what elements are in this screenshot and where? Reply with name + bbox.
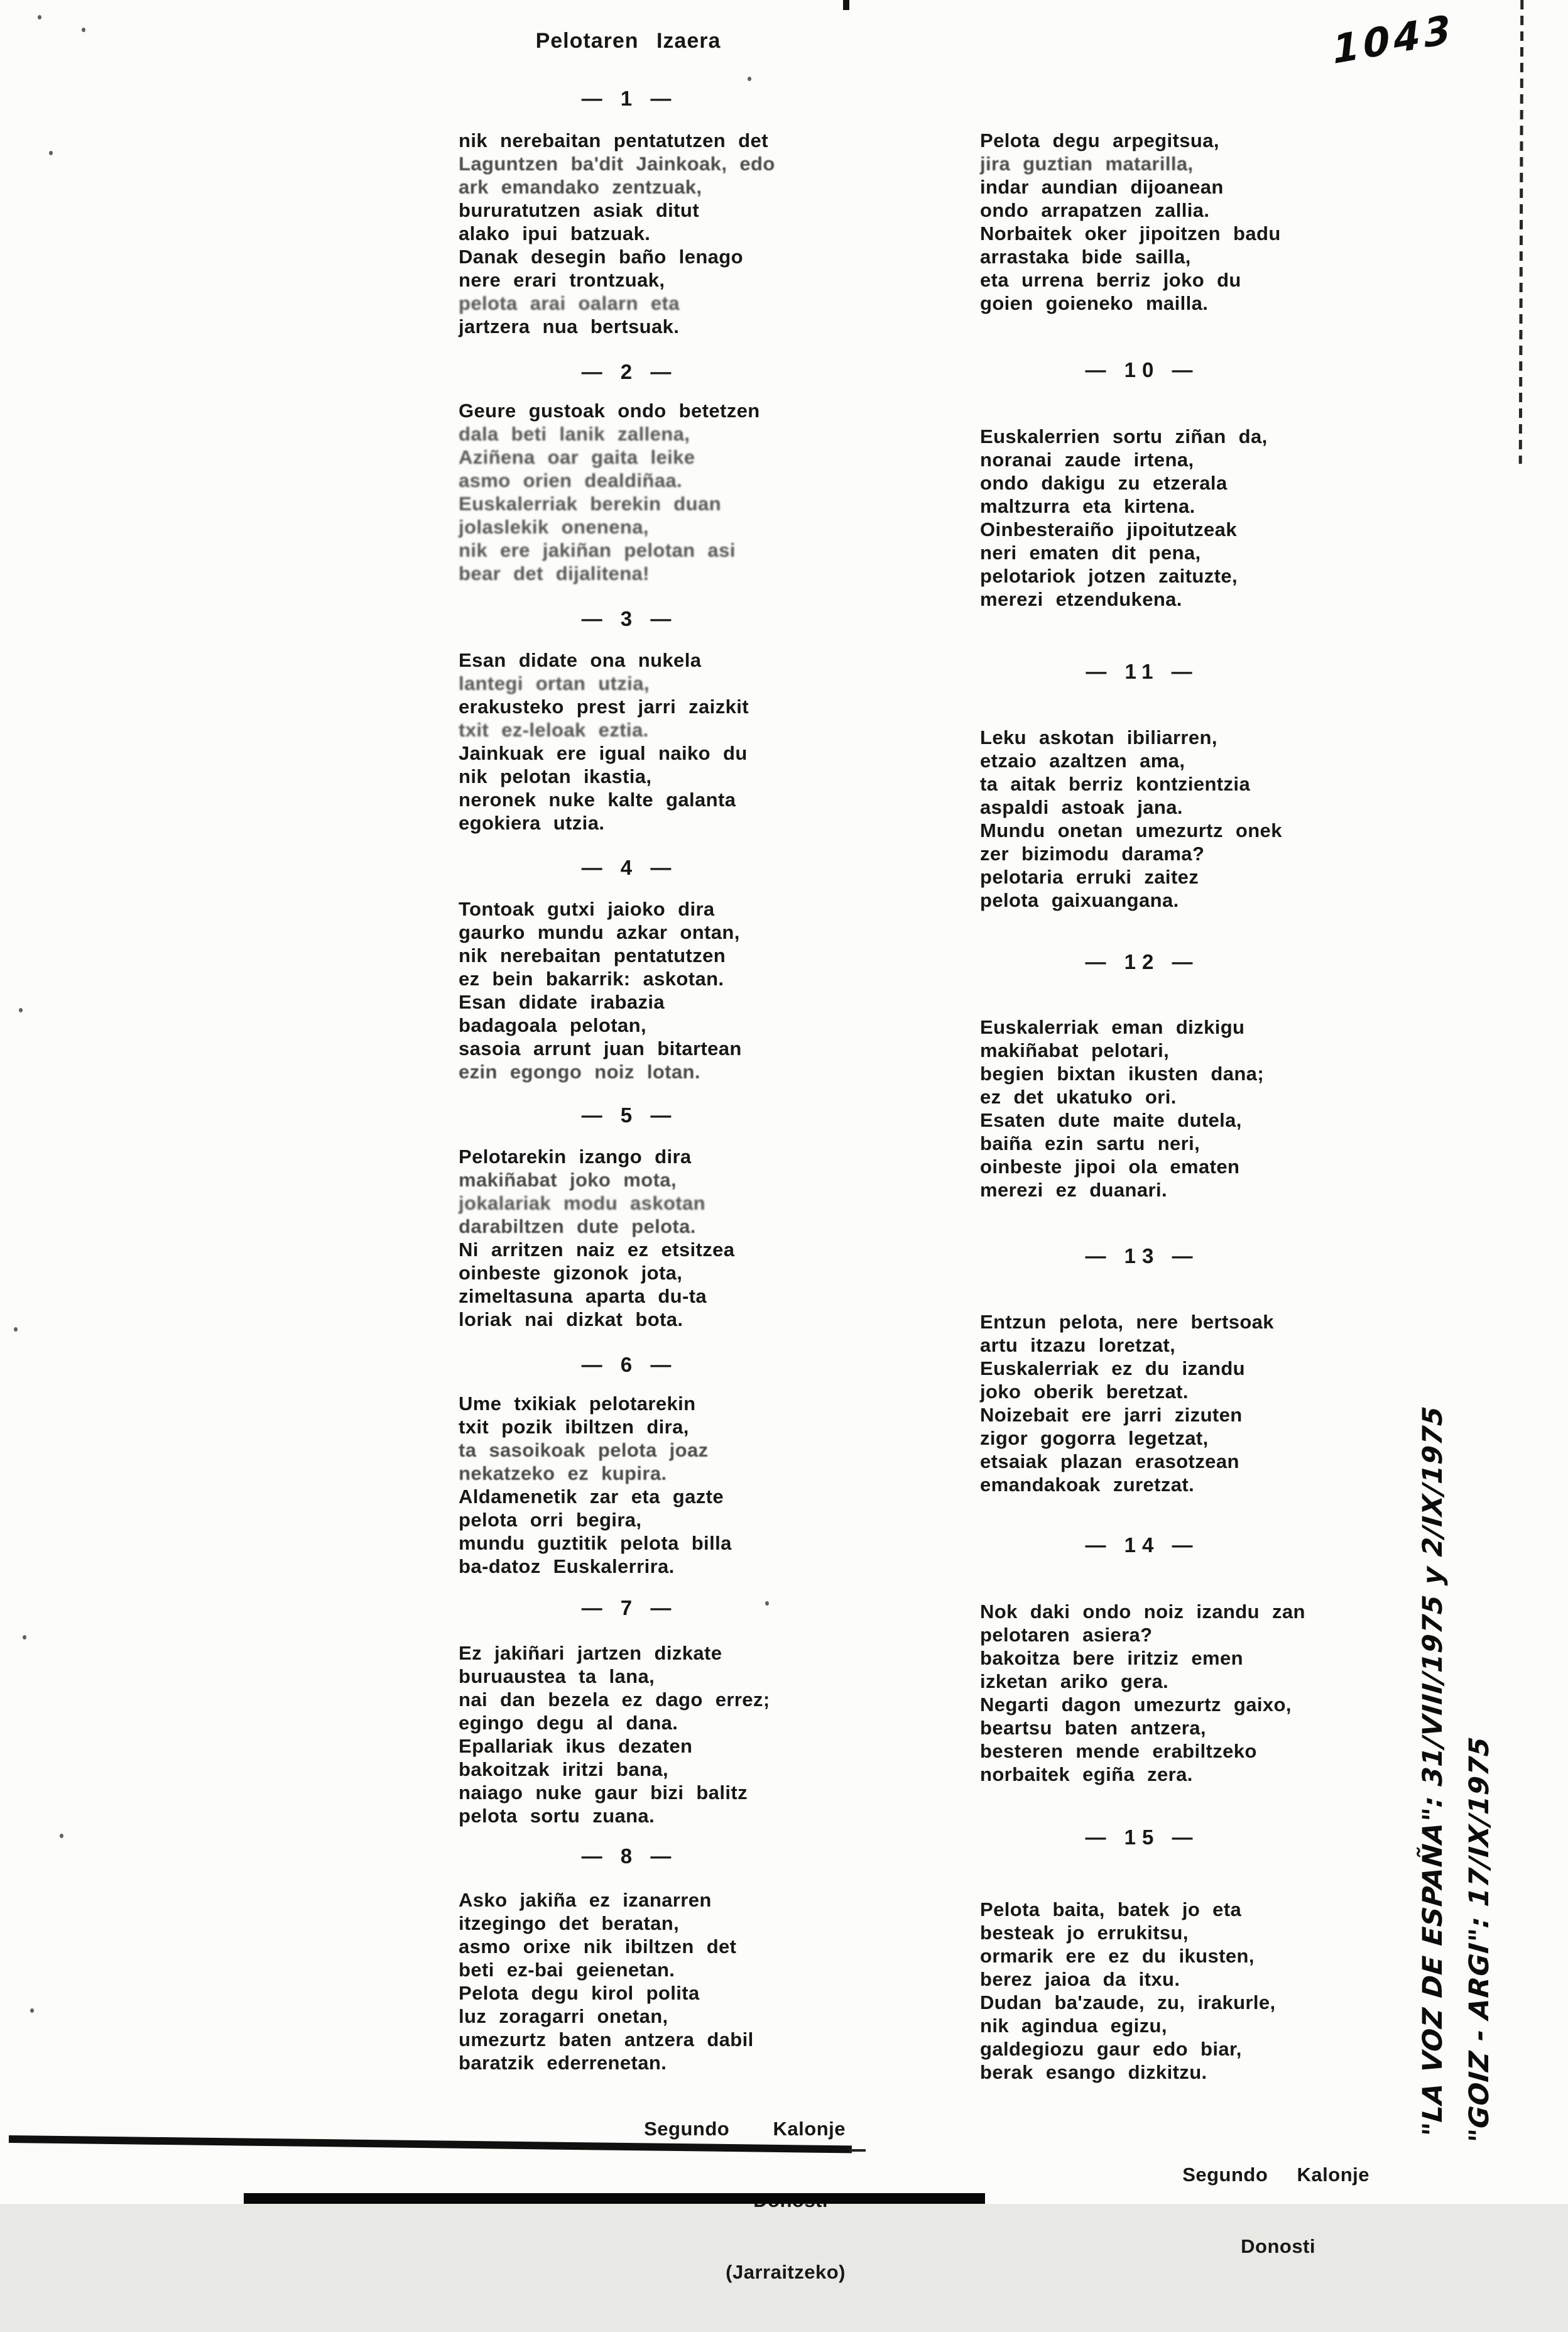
verse-line: Euskalerrien sortu ziñan da,	[980, 425, 1268, 447]
verse-line: bururatutzen asiak ditut	[459, 199, 699, 221]
verse-line: baratzik ederrenetan.	[459, 2052, 667, 2074]
verse-line: dala beti lanik zallena,	[459, 423, 690, 445]
page-title: Pelotaren Izaera	[535, 29, 721, 53]
verse-block	[980, 1310, 1420, 1496]
verse-block	[980, 129, 1420, 315]
verse-line: berez jaioa da itxu.	[980, 1968, 1180, 1990]
noise-speck	[60, 1834, 63, 1838]
verse-line: Asko jakiña ez izanarren	[459, 1889, 712, 1911]
verse-line: ondo arrapatzen zallia.	[980, 199, 1210, 221]
verse-line: arrastaka bide sailla,	[980, 246, 1191, 268]
verse-line: Pelota baita, batek jo eta	[980, 1898, 1242, 1920]
verse-line: noranai zaude irtena,	[980, 449, 1194, 471]
verse-block	[459, 1888, 898, 2074]
verse-line: oinbeste jipoi ola ematen	[980, 1156, 1240, 1178]
verse-line: begien bixtan ikusten dana;	[980, 1063, 1265, 1085]
verse-block	[980, 1015, 1420, 1202]
verse-line: pelotariok jotzen zaituzte,	[980, 565, 1238, 587]
verse-block	[980, 425, 1420, 611]
noise-speck	[49, 151, 53, 155]
verse-line: etzaio azaltzen ama,	[980, 750, 1185, 772]
verse-number-header: — 14 —	[1085, 1533, 1199, 1557]
verse-line: itzegingo det beratan,	[459, 1912, 680, 1934]
verse-number-header: — 11 —	[1086, 660, 1199, 683]
verse-line: nik nerebaitan pentatutzen det	[459, 129, 768, 151]
verse-line: nik ere jakiñan pelotan asi	[459, 539, 736, 561]
verse-line: nere erari trontzuak,	[459, 269, 665, 291]
verse-line: Mundu onetan umezurtz onek	[980, 819, 1282, 841]
verse-line: Geure gustoak ondo betetzen	[459, 400, 760, 422]
verse-line: sasoia arrunt juan bitartean	[459, 1037, 742, 1059]
verse-line: jira guztian matarilla,	[980, 153, 1194, 175]
verse-line: ta aitak berriz kontzientzia	[980, 773, 1251, 795]
verse-line: Pelota degu kirol polita	[459, 1982, 700, 2004]
handwritten-margin-note-2: "GOIZ - ARGI": 17/IX/1975	[1464, 1735, 1495, 2145]
verse-line: Pelotarekin izango dira	[459, 1146, 692, 1168]
verse-line: mundu guztitik pelota billa	[459, 1532, 732, 1554]
verse-line: Danak desegin baño lenago	[459, 246, 743, 268]
verse-line: ta sasoikoak pelota joaz	[459, 1439, 709, 1461]
verse-line: nik pelotan ikastia,	[459, 765, 652, 787]
verse-line: Ume txikiak pelotarekin	[459, 1393, 696, 1415]
noise-speck	[30, 2008, 34, 2013]
verse-line: Esan didate irabazia	[459, 991, 665, 1013]
verse-line: merezi ez duanari.	[980, 1179, 1167, 1201]
verse-line: loriak nai dizkat bota.	[459, 1308, 683, 1330]
signature-author: Segundo Kalonje	[644, 2118, 846, 2140]
verse-line: jartzera nua bertsuak.	[459, 315, 680, 337]
verse-line: Pelota degu arpegitsua,	[980, 129, 1219, 151]
verse-line: pelota orri begira,	[459, 1509, 642, 1531]
verse-line: beartsu baten antzera,	[980, 1717, 1206, 1739]
verse-line: maltzurra eta kirtena.	[980, 495, 1195, 517]
verse-line: pelota arai oalarn eta	[459, 292, 680, 314]
verse-line: asmo orien dealdiñaa.	[459, 469, 683, 491]
verse-number-header: — 5 —	[581, 1103, 678, 1127]
verse-line: luz zoragarri onetan,	[459, 2005, 668, 2027]
verse-block	[459, 649, 898, 835]
verse-number-header: — 1 —	[581, 87, 678, 110]
verse-block	[459, 897, 898, 1083]
verse-line: Dudan ba'zaude, zu, irakurle,	[980, 1991, 1276, 2013]
verse-line: artu itzazu loretzat,	[980, 1334, 1176, 1356]
margin-dashed-line	[1519, 0, 1524, 464]
verse-line: erakusteko prest jarri zaizkit	[459, 696, 749, 718]
verse-line: Esaten dute maite dutela,	[980, 1109, 1242, 1131]
verse-block	[459, 1145, 898, 1331]
verse-block	[459, 1392, 898, 1578]
noise-speck	[38, 15, 41, 19]
scan-edge-tick	[843, 0, 849, 10]
verse-line: besteren mende erabiltzeko	[980, 1740, 1257, 1762]
verse-line: Jainkuak ere igual naiko du	[459, 742, 748, 764]
verse-line: etsaiak plazan erasotzean	[980, 1450, 1239, 1472]
verse-line: darabiltzen dute pelota.	[459, 1215, 696, 1237]
verse-line: izketan ariko gera.	[980, 1670, 1169, 1692]
verse-line: goien goieneko mailla.	[980, 292, 1209, 314]
verse-line: egokiera utzia.	[459, 812, 605, 834]
noise-speck	[82, 28, 85, 32]
verse-line: galdegiozu gaur edo biar,	[980, 2038, 1242, 2060]
verse-line: Euskalerriak eman dizkigu	[980, 1016, 1245, 1038]
verse-line: neri ematen dit pena,	[980, 542, 1201, 564]
noise-speck	[14, 1327, 18, 1332]
verse-number-header: — 3 —	[581, 607, 678, 630]
verse-line: naiago nuke gaur bizi balitz	[459, 1782, 748, 1804]
verse-line: Tontoak gutxi jaioko dira	[459, 898, 715, 920]
verse-line: ba-datoz Euskalerrira.	[459, 1555, 675, 1577]
verse-line: Oinbesteraiño jipoitutzeak	[980, 518, 1237, 540]
verse-number-header: — 4 —	[581, 856, 678, 879]
signature-note: (Jarraitzeko)	[726, 2261, 846, 2283]
verse-number-header: — 2 —	[581, 360, 678, 383]
verse-number-header: — 6 —	[581, 1353, 678, 1376]
handwritten-page-number: 1043	[1331, 5, 1456, 74]
verse-line: Esan didate ona nukela	[459, 649, 702, 671]
verse-line: indar aundian dijoanean	[980, 176, 1224, 198]
verse-line: neronek nuke kalte galanta	[459, 789, 736, 811]
verse-line: Epallariak ikus dezaten	[459, 1735, 693, 1757]
verse-line: ezin egongo noiz lotan.	[459, 1061, 700, 1083]
verse-line: egingo degu al dana.	[459, 1712, 678, 1734]
verse-line: Entzun pelota, nere bertsoak	[980, 1311, 1274, 1333]
verse-line: nik nerebaitan pentatutzen	[459, 944, 726, 966]
verse-line: Ez jakiñari jartzen dizkate	[459, 1642, 722, 1664]
signature-place: Donosti	[1241, 2235, 1315, 2257]
verse-block	[459, 129, 898, 338]
verse-number-header: — 8 —	[581, 1844, 678, 1868]
verse-line: besteak jo errukitsu,	[980, 1922, 1189, 1944]
verse-line: beti ez-bai geienetan.	[459, 1959, 675, 1981]
verse-line: asmo orixe nik ibiltzen det	[459, 1935, 737, 1957]
verse-line: berak esango dizkitzu.	[980, 2061, 1207, 2083]
verse-line: gaurko mundu azkar ontan,	[459, 921, 740, 943]
verse-line: emandakoak zuretzat.	[980, 1474, 1195, 1496]
verse-line: txit pozik ibiltzen dira,	[459, 1416, 689, 1438]
verse-line: merezi etzendukena.	[980, 588, 1182, 610]
verse-line: oinbeste gizonok jota,	[459, 1262, 683, 1284]
verse-block	[980, 726, 1420, 912]
verse-line: nai dan bezela ez dago errez;	[459, 1689, 770, 1711]
verse-block	[459, 1641, 898, 1827]
verse-line: Nok daki ondo noiz izandu zan	[980, 1601, 1305, 1623]
verse-number-header: — 7 —	[581, 1596, 678, 1619]
verse-line: buruaustea ta lana,	[459, 1665, 655, 1687]
verse-line: Leku askotan ibiliarren,	[980, 726, 1217, 748]
verse-block	[459, 399, 898, 585]
scan-edge-bar	[244, 2193, 985, 2204]
verse-line: txit ez-leloak eztia.	[459, 719, 649, 741]
verse-line: makiñabat pelotari,	[980, 1039, 1170, 1061]
verse-block	[980, 1600, 1420, 1786]
verse-line: nik agindua egizu,	[980, 2015, 1167, 2037]
verse-line: Aziñena oar gaita leike	[459, 446, 695, 468]
verse-number-header: — 10 —	[1085, 358, 1199, 381]
verse-line: ondo dakigu zu etzerala	[980, 472, 1228, 494]
verse-line: Ni arritzen naiz ez etsitzea	[459, 1239, 735, 1261]
noise-speck	[19, 1008, 23, 1012]
verse-number-header: — 15 —	[1085, 1826, 1199, 1849]
verse-line: norbaitek egiña zera.	[980, 1763, 1193, 1785]
verse-line: ez bein bakarrik: askotan.	[459, 968, 724, 990]
verse-number-header: — 12 —	[1085, 950, 1199, 973]
verse-line: umezurtz baten antzera dabil	[459, 2028, 754, 2050]
verse-line: aspaldi astoak jana.	[980, 796, 1183, 818]
verse-line: jolaslekik onenena,	[459, 516, 649, 538]
verse-line: ark emandako zentzuak,	[459, 176, 702, 198]
verse-line: pelotaria erruki zaitez	[980, 866, 1199, 888]
verse-line: zimeltasuna aparta du-ta	[459, 1285, 707, 1307]
verse-line: zigor gogorra legetzat,	[980, 1427, 1209, 1449]
noise-speck	[748, 77, 751, 81]
verse-number-header: — 13 —	[1085, 1244, 1199, 1267]
verse-line: Laguntzen ba'dit Jainkoak, edo	[459, 153, 775, 175]
verse-line: nekatzeko ez kupira.	[459, 1462, 667, 1484]
verse-line: zer bizimodu darama?	[980, 843, 1205, 865]
verse-line: jokalariak modu askotan	[459, 1192, 705, 1214]
verse-line: baiña ezin sartu neri,	[980, 1132, 1200, 1154]
verse-block	[980, 1898, 1420, 2084]
verse-line: alako ipui batzuak.	[459, 222, 651, 244]
verse-line: joko oberik beretzat.	[980, 1381, 1189, 1403]
verse-line: Noizebait ere jarri zizuten	[980, 1404, 1243, 1426]
signature-author: Segundo Kalonje	[1182, 2164, 1369, 2186]
horizontal-rule-tail	[849, 2149, 866, 2152]
verse-line: makiñabat joko mota,	[459, 1169, 677, 1191]
verse-line: badagoala pelotan,	[459, 1014, 646, 1036]
handwritten-margin-note-1: "LA VOZ DE ESPAÑA": 31/VIII/1975 y 2/IX/1975	[1417, 1404, 1449, 2138]
verse-line: Norbaitek oker jipoitzen badu	[980, 222, 1281, 244]
noise-speck	[23, 1635, 26, 1640]
verse-line: pelota sortu zuana.	[459, 1805, 655, 1827]
verse-line: lantegi ortan utzia,	[459, 672, 650, 694]
verse-line: bear det dijalitena!	[459, 562, 650, 584]
verse-line: bakoitza bere iritziz emen	[980, 1647, 1243, 1669]
noise-speck	[765, 1601, 769, 1606]
verse-line: Euskalerriak ez du izandu	[980, 1357, 1246, 1379]
verse-line: bakoitzak iritzi bana,	[459, 1758, 668, 1780]
verse-line: Euskalerriak berekin duan	[459, 493, 721, 515]
verse-line: pelotaren asiera?	[980, 1624, 1153, 1646]
verse-line: pelota gaixuangana.	[980, 889, 1179, 911]
verse-line: Negarti dagon umezurtz gaixo,	[980, 1694, 1292, 1716]
verse-line: Aldamenetik zar eta gazte	[459, 1486, 724, 1508]
signature-right	[1106, 2115, 1369, 2306]
verse-line: ormarik ere ez du ikusten,	[980, 1945, 1255, 1967]
verse-line: ez det ukatuko ori.	[980, 1086, 1177, 1108]
verse-line: eta urrena berriz joko du	[980, 269, 1241, 291]
